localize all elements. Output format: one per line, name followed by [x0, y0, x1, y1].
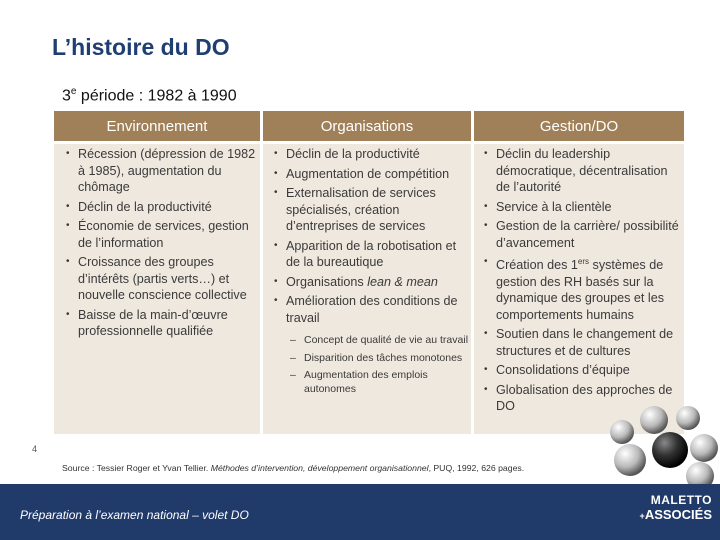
- organisations-column: [268, 146, 473, 400]
- list-item: • Baisse de la main-d’œuvre professionnelle qualifiée: [60, 307, 256, 340]
- source-title: Méthodes d’intervention, développement organisationnel: [210, 463, 429, 473]
- list-item-text: Organisations: [286, 274, 368, 289]
- subtitle-sup: e: [70, 86, 77, 97]
- logo-line1: MALETTO: [650, 493, 712, 507]
- sub-list-item: – Disparition des tâches monotones: [286, 352, 473, 366]
- list-item-text: Création des 1: [496, 258, 578, 273]
- list-item: • Consolidations d’équipe: [478, 362, 680, 379]
- list-item-sup: ers: [577, 257, 590, 266]
- environnement-column: [60, 146, 256, 343]
- list-item: • Croissance des groupes d’intérêts (partis verts…) et nouvelle conscience collective: [60, 254, 256, 304]
- page-number: 4: [32, 444, 38, 454]
- logo-line2-text: ASSOCIÉS: [644, 507, 712, 522]
- sub-list-item: – Augmentation des emplois autonomes: [286, 369, 473, 396]
- list-item: • Soutien dans le changement de structures et de cultures: [478, 326, 680, 359]
- sub-list: [286, 334, 473, 396]
- logo-line2: [622, 507, 712, 524]
- logo-plus: +: [639, 511, 645, 521]
- gestion-column: [478, 146, 680, 418]
- list-item: • Augmentation de compétition: [268, 166, 473, 183]
- sub-list-item: – Concept de qualité de vie au travail: [286, 334, 473, 348]
- list-item: • Déclin de la productivité: [268, 146, 473, 163]
- period-subtitle: [62, 86, 237, 105]
- subtitle-text: période : 1982 à 1990: [76, 87, 237, 105]
- subtitle-number: 3: [62, 87, 71, 105]
- list-item: • Service à la clientèle: [478, 199, 680, 216]
- header-environnement: Environnement: [54, 111, 260, 141]
- source-citation: [62, 463, 524, 473]
- list-item: [268, 274, 473, 291]
- list-item: • Économie de services, gestion de l’information: [60, 218, 256, 251]
- list-item: • Externalisation de services spécialisés, création d’entreprises de services: [268, 185, 473, 235]
- header-organisations: Organisations: [263, 111, 471, 141]
- source-text: , PUQ, 1992, 626 pages.: [428, 463, 525, 473]
- list-item: • Apparition de la robotisation et de la bureautique: [268, 238, 473, 271]
- list-item: • Globalisation des approches de DO: [478, 382, 680, 415]
- list-item: • Amélioration des conditions de travail: [268, 293, 473, 326]
- list-item: • Déclin de la productivité: [60, 199, 256, 216]
- footer-text: Préparation à l’examen national – volet DO: [20, 508, 249, 522]
- list-item: [478, 254, 680, 323]
- list-item: • Déclin du leadership démocratique, décentralisation de l’autorité: [478, 146, 680, 196]
- slide-title: L’histoire du DO: [52, 34, 230, 60]
- list-item-text: systèmes de gestion des RH basés sur la dynamique des groupes et les comportements humains: [496, 258, 665, 322]
- header-gestion: Gestion/DO: [474, 111, 684, 141]
- list-item: • Gestion de la carrière/ possibilité d’avancement: [478, 218, 680, 251]
- list-item: • Récession (dépression de 1982 à 1985), augmentation du chômage: [60, 146, 256, 196]
- list-item-italic: lean & mean: [367, 274, 438, 289]
- source-text: Source : Tessier Roger et Yvan Tellier.: [62, 463, 211, 473]
- decorative-spheres-image: [600, 398, 720, 484]
- company-logo: [622, 493, 712, 524]
